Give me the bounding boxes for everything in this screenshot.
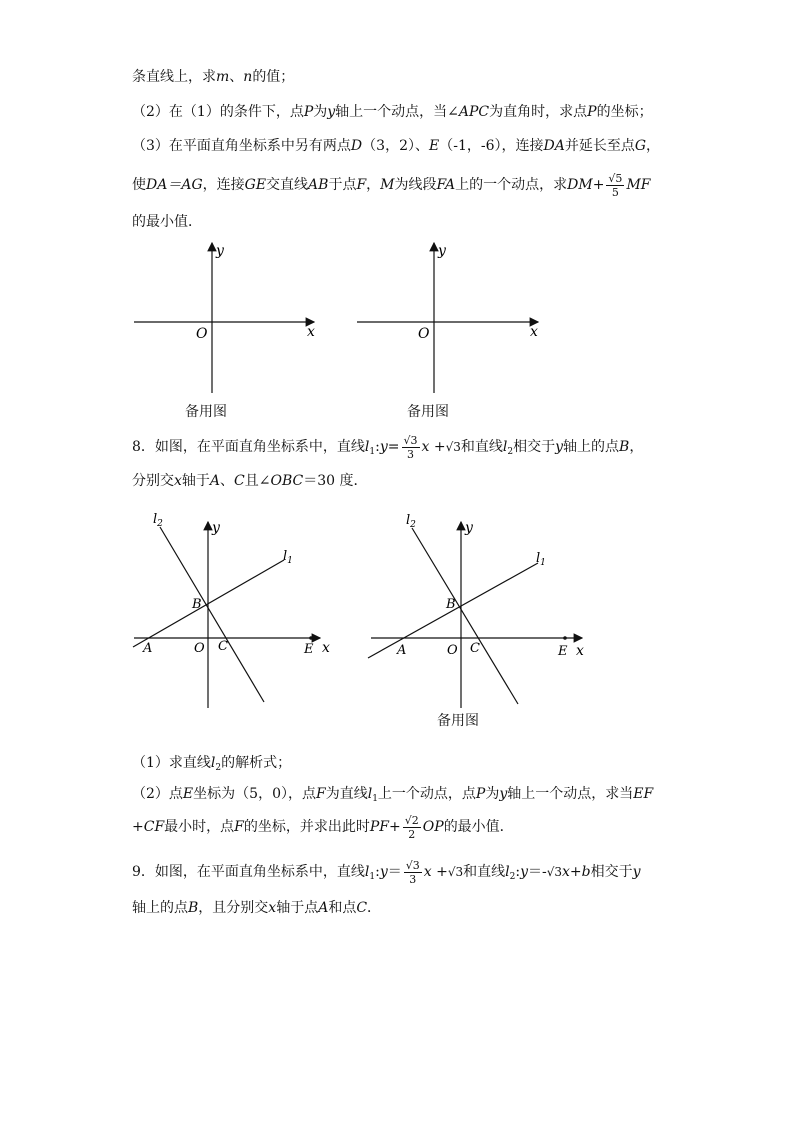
text: ． [367, 900, 382, 916]
question-8-part-2 [132, 785, 653, 808]
text: 上一个动点，点 [377, 786, 476, 802]
text: 轴于点 [276, 900, 319, 916]
var-pf: PF [369, 819, 390, 835]
colon: : [375, 439, 380, 455]
point-c-label: C [218, 639, 228, 654]
var-dm: DM [567, 177, 593, 193]
l2-subscript: 2 [410, 520, 416, 530]
text: 9．如图，在平面直角坐标系中，直线 [132, 864, 365, 880]
fraction-denominator: 3 [407, 447, 414, 461]
text: ， [629, 439, 644, 455]
fraction-denominator: 3 [409, 872, 417, 886]
var-x: x [562, 864, 570, 880]
plus-sign: + [132, 819, 144, 835]
l2-subscript: 2 [157, 519, 163, 529]
origin-label: O [194, 641, 205, 656]
text: 为线段 [394, 177, 437, 193]
var-g: G [634, 138, 647, 154]
point-e [563, 636, 567, 640]
l1-label [536, 551, 546, 568]
text: 的坐标，并求出此时 [243, 819, 370, 835]
text: 坐标为（5，0），点 [193, 786, 316, 802]
text: ， [366, 177, 381, 193]
var-p: P [587, 104, 597, 120]
point-a-label: A [397, 643, 407, 658]
text: 相交于 [513, 439, 556, 455]
fraction-denominator: 2 [408, 827, 416, 841]
var-a: A [209, 473, 221, 489]
origin-label: O [196, 326, 208, 342]
text: 轴上的点 [563, 439, 620, 455]
y-label: y [438, 243, 446, 259]
text: （2）点 [132, 786, 183, 802]
text: 、 [220, 473, 235, 489]
var-op: OP [422, 819, 444, 835]
figure-3-lines [133, 512, 330, 708]
question-8-line-1 [132, 432, 643, 467]
question-8-line-2 [132, 472, 368, 490]
var-b: B [188, 900, 199, 916]
subscript: 1 [372, 794, 378, 804]
l1-letter: l [283, 549, 288, 564]
text: 并延长至点 [564, 138, 635, 154]
question-8-part-1 [132, 754, 291, 777]
point-e-label: E [304, 642, 314, 657]
var-a: A [318, 900, 329, 916]
var-f: F [315, 786, 326, 802]
text: （3，2）、 [362, 138, 429, 154]
angle-apc: ∠APC [447, 104, 490, 120]
l2-label [406, 513, 416, 530]
text: 、 [229, 69, 244, 85]
sqrt-3: √3 [445, 440, 461, 454]
var-y: y [379, 864, 388, 880]
l1-label [283, 549, 293, 566]
line-l2 [160, 527, 264, 702]
subscript: 2 [509, 872, 516, 882]
var-fa: FA [436, 177, 456, 193]
sqrt-3: √3 [447, 865, 464, 879]
var-y: y [379, 439, 388, 455]
text: 的最小值． [443, 819, 514, 835]
text: 和点 [328, 900, 357, 916]
figure-2-caption: 备用图 [407, 404, 449, 420]
l2-label [153, 512, 163, 529]
var-l: l [502, 439, 508, 455]
var-da: DA [543, 138, 565, 154]
var-f: F [356, 177, 367, 193]
text: 于点 [328, 177, 357, 193]
var-obc: OBC [270, 473, 304, 489]
equals-sign: = [387, 439, 400, 455]
point-e-label: E [558, 644, 568, 659]
y-label: y [465, 520, 473, 536]
text: 为直线 [325, 786, 368, 802]
var-d: D [350, 138, 363, 154]
var-l: l [367, 786, 373, 802]
text: 轴于 [181, 473, 210, 489]
var-x: x [174, 473, 182, 489]
var-l: l [364, 439, 370, 455]
origin-label: O [447, 643, 458, 658]
colon: : [375, 864, 380, 880]
equals-sign: ＝ [387, 864, 402, 880]
var-c: C [356, 900, 368, 916]
colon: : [515, 864, 521, 880]
text: 的值； [252, 69, 295, 85]
text: ＝30 度． [303, 473, 368, 489]
l2-letter: l [153, 512, 158, 527]
var-b: b [581, 864, 591, 880]
figure-1-caption: 备用图 [185, 404, 227, 420]
plus-sign: + [389, 819, 401, 835]
point-b-label: B [446, 597, 456, 612]
var-ge: GE [244, 177, 267, 193]
var-mf: MF [626, 177, 651, 193]
var-y: y [520, 864, 528, 880]
var-m: M [380, 177, 395, 193]
point-e [309, 636, 313, 640]
var-y: y [499, 786, 508, 802]
fraction-numerator: √3 [403, 433, 418, 447]
x-label: x [576, 643, 584, 659]
fraction [402, 435, 420, 460]
text: 为 [313, 104, 328, 120]
l1-subscript: 1 [287, 556, 293, 566]
text: 轴上一个动点，求当 [507, 786, 634, 802]
text: 为 [485, 786, 500, 802]
subscript: 2 [215, 763, 222, 773]
text: 交直线 [266, 177, 309, 193]
line-l2 [412, 528, 518, 704]
question-9-line-1 [132, 857, 641, 892]
text: 分别交 [132, 473, 174, 489]
text: ，连接 [202, 177, 245, 193]
sqrt-3: √3 [546, 865, 563, 879]
text: 为直角时，求点 [489, 104, 588, 120]
point-b-label: B [192, 597, 202, 612]
var-b: B [619, 439, 630, 455]
figure-1-axes [134, 243, 315, 393]
l2-letter: l [406, 513, 411, 528]
text: 使 [132, 177, 146, 193]
text: （2）在（1）的条件下，点 [132, 104, 304, 120]
figure-4-lines [368, 513, 584, 708]
text: （1）求直线 [132, 755, 211, 771]
text: 的最小值． [132, 214, 202, 230]
var-e: E [428, 138, 440, 154]
var-y: y [632, 864, 641, 880]
var-ef: EF [633, 786, 654, 802]
text: ， [646, 138, 661, 154]
text: 8．如图，在平面直角坐标系中，直线 [132, 439, 365, 455]
fraction [403, 815, 421, 840]
text: 且∠ [244, 473, 271, 489]
expr-x: x + [421, 439, 446, 455]
question-8-part-2-cont [132, 812, 514, 842]
var-l: l [210, 755, 216, 771]
text: （-1，-6），连接 [439, 138, 544, 154]
var-x: x [268, 900, 277, 916]
fraction-denominator: 5 [611, 185, 619, 199]
equation: DA＝AG [146, 177, 203, 193]
var-y: y [327, 104, 336, 120]
point-c-label: C [470, 641, 480, 656]
var-y: y [555, 439, 564, 455]
y-label: y [212, 520, 220, 536]
text: 的坐标； [596, 104, 653, 120]
text: 相交于 [590, 864, 633, 880]
text: 和直线 [463, 864, 506, 880]
x-label: x [307, 324, 315, 340]
subscript: 1 [369, 447, 376, 457]
text: 最小时，点 [164, 819, 235, 835]
fraction [404, 860, 422, 885]
text: 的解析式； [221, 755, 292, 771]
figure-4-caption: 备用图 [437, 713, 479, 729]
plus-sign: + [569, 864, 582, 880]
y-label: y [216, 243, 224, 259]
text: 条直线上，求 [132, 69, 216, 85]
text: 轴上一个动点，当 [335, 104, 448, 120]
var-e: E [182, 786, 194, 802]
fraction-numerator: √3 [405, 858, 420, 872]
question-9-line-2 [132, 899, 381, 917]
fraction-numerator: √2 [404, 813, 419, 827]
var-c: C [234, 473, 245, 489]
expr-x: x + [423, 864, 448, 880]
point-a-label: A [143, 641, 153, 656]
text: （3）在平面直角坐标系中另有两点 [132, 138, 351, 154]
l1-subscript: 1 [540, 558, 546, 568]
var-n: n [243, 69, 253, 85]
var-f: F [234, 819, 244, 835]
x-label: x [322, 640, 330, 656]
text: ，且分别交 [198, 900, 269, 916]
text: 和直线 [460, 439, 503, 455]
var-cf: CF [143, 819, 165, 835]
equals-sign: ＝- [528, 864, 547, 880]
x-label: x [530, 324, 538, 340]
var-ab: AB [308, 177, 329, 193]
text: 轴上的点 [132, 900, 188, 916]
var-l: l [364, 864, 370, 880]
var-p: P [303, 104, 314, 120]
origin-label: O [418, 326, 430, 342]
subscript: 1 [369, 872, 376, 882]
fraction-numerator: √5 [608, 171, 623, 185]
var-l: l [505, 864, 510, 880]
l1-letter: l [536, 551, 541, 566]
text: 上的一个动点，求 [455, 177, 568, 193]
subscript: 2 [507, 447, 514, 457]
figure-2-axes [357, 243, 538, 393]
plus-sign: + [592, 177, 605, 193]
var-p: P [475, 786, 486, 802]
var-m: m [216, 69, 230, 85]
